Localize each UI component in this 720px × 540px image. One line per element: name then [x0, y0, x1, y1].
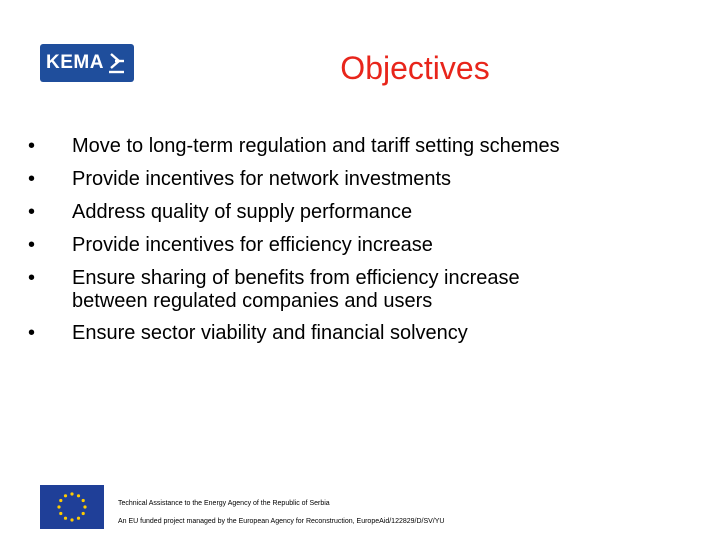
list-item	[28, 229, 708, 262]
kema-logo	[40, 44, 134, 82]
bullet-icon: •	[28, 168, 36, 190]
list-item	[28, 196, 708, 229]
objectives-list	[28, 130, 708, 350]
footer-funding-note: An EU funded project managed by the European Agency for Reconstruction, EuropeAid/122829/D/SV/YU	[118, 518, 445, 525]
list-item	[28, 317, 708, 350]
bullet-icon: •	[28, 234, 36, 256]
list-item-text: Ensure sharing of benefits from efficiency increase	[72, 267, 520, 289]
bullet-icon: •	[28, 201, 36, 223]
bullet-icon: •	[28, 322, 36, 344]
list-item-text: Ensure sector viability and financial solvency	[72, 322, 468, 344]
bullet-icon: •	[28, 267, 36, 289]
list-item	[28, 163, 708, 196]
list-item-text-continued: between regulated companies and users	[72, 290, 433, 312]
footer-project-title: Technical Assistance to the Energy Agency of the Republic of Serbia	[118, 500, 330, 507]
list-item-text: Provide incentives for network investments	[72, 168, 452, 190]
slide-title: Objectives	[340, 50, 490, 86]
list-item-text: Move to long-term regulation and tariff setting schemes	[72, 135, 560, 157]
list-item	[28, 262, 708, 313]
kema-chevron-icon	[107, 52, 125, 74]
list-item	[28, 130, 708, 163]
list-item-text: Address quality of supply performance	[72, 201, 413, 223]
list-item-text: Provide incentives for efficiency increase	[72, 234, 433, 256]
bullet-icon: •	[28, 135, 36, 157]
eu-flag-icon	[40, 485, 104, 529]
logo-text: KEMA	[46, 52, 104, 73]
